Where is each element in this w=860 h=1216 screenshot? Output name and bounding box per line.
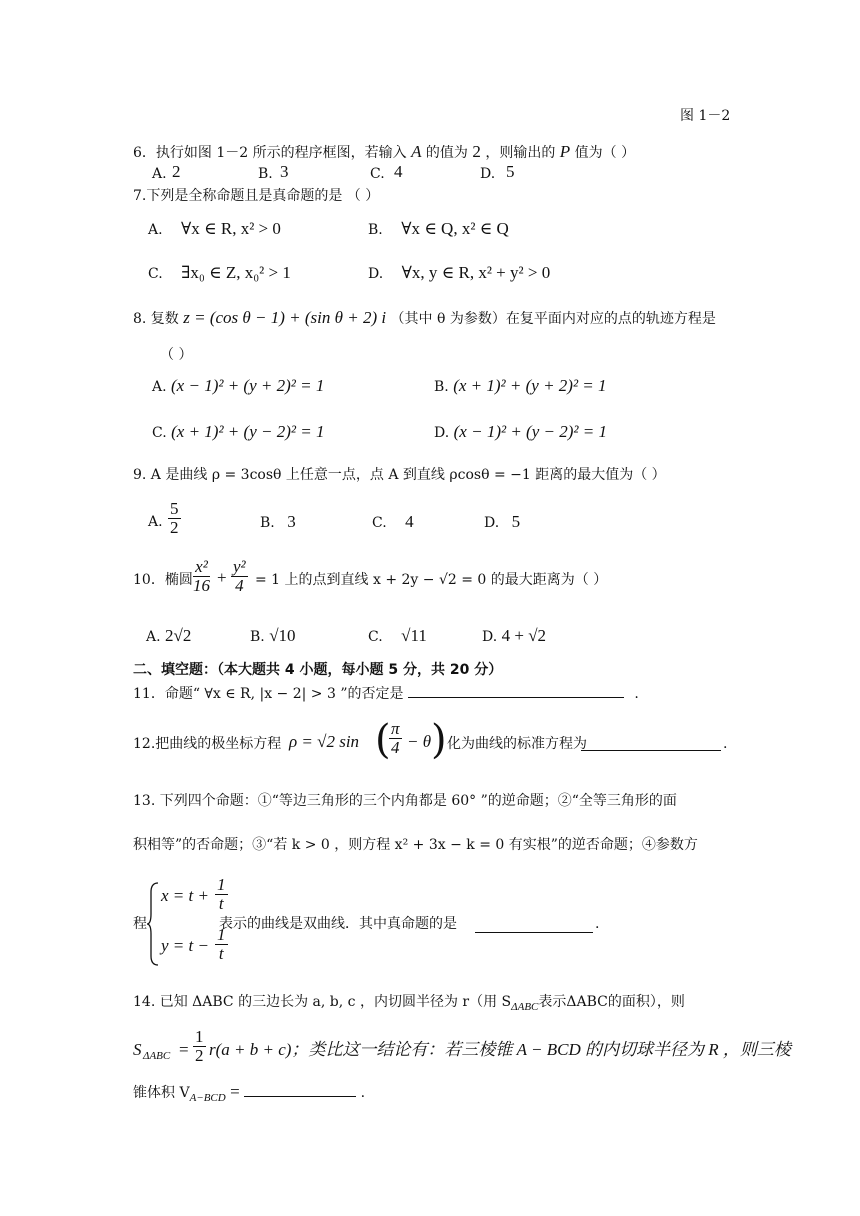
question-9: 9. A 是曲线 ρ = 3cosθ 上任意一点，点 A 到直线 ρcosθ = −1 距离的最大值为（ ）: [133, 467, 666, 483]
fraction: $\frac{1}{t}$: [217, 875, 226, 913]
fraction: $\frac{1}{2}$: [195, 1027, 204, 1065]
fraction: $\frac{\text{y²}}{4}$: [233, 557, 246, 595]
section-heading: 二、填空题：（本大题共 4 小题，每小题 5 分，共 20 分）: [133, 662, 503, 678]
fraction: $\frac{1}{t}$: [217, 925, 226, 963]
left-brace-icon: [147, 882, 159, 966]
question-7: 7.下列是全称命题且是真命题的是 （ ）: [133, 188, 380, 204]
answer-blank[interactable]: [581, 736, 721, 751]
figure-label: 图 1－2: [680, 108, 731, 124]
option-label: B.: [258, 166, 273, 182]
question-13-line-2: 积相等”的否命题；③“若 k > 0 ，则方程 x² + 3x − k = 0 有实根”的逆否命题；④参数方: [133, 837, 698, 853]
question-8-option-a: A. (x − 1)² + (y + 2)² = 1: [152, 376, 325, 395]
question-7-option-c: C. ∃x₀ ∈ Z, x₀² > 1: [148, 263, 291, 282]
exam-page: 图 1－2 6．执行如图 1－2 所示的程序框图，若输入 A 的值为 2 ，则输出的 P 值为（ ） A. 2 B. 3 C. 4 D. 5 7.下列是全称命题且是真命题的是 （ ） A. ∀x ∈ R, x² > 0 B. ∀x ∈ Q, x² ∈ Q C. ∃x₀ ∈ Z, x₀² > 1 D. ∀x, y ∈ R, x² + y² > 0 8. 复数 z = (cos θ − 1) + (sin θ + 2) i （其中 θ 为参数）在复平面内对应的点的轨迹方程是 （ ） A. (x − 1)² + (y + 2)² = 1 B. (x + 1)² + (y + 2)² = 1 C. (x + 1)² + (y − 2)² = 1 D. (x − 1)² + (y − 2)² = 1 9. A 是曲线 ρ = 3cosθ 上任意一点，点 A 到直线 ρcosθ = −1 距离的最大值为（ ） A. $\frac{5}{2}$ B. 3 C. 4 D. 5 10．椭圆 $\frac{\text{x²}}{16}$ + $\frac{\text{y²}}{4}$ = 1 上的点到直线 x + 2y − √2 = 0 的最大距离为（ ） A. 2√2 B. √10 C. √11 D. 4 + √2 二、填空题：（本大题共 4 小题，每小题 5 分，共 20 分） 11．命题“ ∀x ∈ R, |x − 2| > 3 ”的否定是 . 12.把曲线的极坐标方程 ρ = √2 sin ( $\frac{\pi}{4}$ − θ ) 化为曲线的标准方程为 . 13. 下列四个命题：①“等边三角形的三个内角都是 60° ”的逆命题；②“全等三角形的面 积相等”的否命题；③“若 k > 0 ，则方程 x² + 3x − k = 0 有实根”的逆否命题；④参数方 程 x = t + $\frac{1}{t}$ y = t − $\frac{1}{t}$ 表示的曲线是双曲线．其中真命题的是 . 14. 已知 ΔABC 的三边长为 a, b, c ，内切圆半径为 r（用 $S_{\Delta ABC}$表示ΔABC的面积），则 S ΔABC = $\frac{1}{2}$ r(a + b + c)；类比这一结论有：若三棱锥 A − BCD 的内切球半径为 R ，则三棱 锥体积 $V_{A-BCD}$ = .: [0, 0, 860, 1216]
question-9-option-d: D. 5: [484, 512, 521, 531]
question-6: 6．执行如图 1－2 所示的程序框图，若输入 A 的值为 2 ，则输出的 P 值为（ ）: [133, 142, 636, 161]
question-10-option-d: D. 4 + √2: [482, 626, 547, 645]
question-8-option-c: C. (x + 1)² + (y − 2)² = 1: [152, 422, 325, 441]
question-10-option-a: A. 2√2: [146, 626, 192, 645]
answer-blank[interactable]: [475, 918, 593, 933]
question-7-option-d: D. ∀x, y ∈ R, x² + y² > 0: [368, 263, 551, 282]
question-14-line-1: 14. 已知 ΔABC 的三边长为 a, b, c ，内切圆半径为 r（用 $S_{\Delta ABC}$表示ΔABC的面积），则: [133, 994, 685, 1013]
question-7-option-a: A. ∀x ∈ R, x² > 0: [148, 219, 281, 238]
answer-blank[interactable]: [408, 683, 624, 698]
question-8-paren: （ ）: [160, 347, 193, 363]
question-11: 11．命题“ ∀x ∈ R, |x − 2| > 3 ”的否定是 .: [133, 683, 639, 704]
question-9-option-b: B. 3: [260, 512, 296, 531]
fraction: $\frac{\text{x²}}{16}$: [193, 557, 210, 595]
question-8: 8. 复数 z = (cos θ − 1) + (sin θ + 2) i （其中 θ 为参数）在复平面内对应的点的轨迹方程是: [133, 308, 716, 327]
question-10-option-b: B. √10: [250, 626, 296, 645]
question-10-option-c: C. √11: [368, 626, 427, 645]
option-label: A.: [152, 166, 167, 182]
option-value: 2: [172, 162, 181, 181]
fraction: $\frac{5}{2}$: [170, 499, 179, 537]
question-14-line-3: 锥体积 $V_{A-BCD}$ = .: [133, 1082, 366, 1104]
question-8-option-b: B. (x + 1)² + (y + 2)² = 1: [434, 376, 607, 395]
option-value: 5: [506, 162, 515, 181]
question-7-option-b: B. ∀x ∈ Q, x² ∈ Q: [368, 219, 509, 238]
answer-blank[interactable]: [244, 1082, 356, 1097]
option-value: 4: [394, 162, 403, 181]
option-value: 3: [280, 162, 289, 181]
fraction: $\frac{\pi}{4}$: [391, 719, 400, 757]
question-8-option-d: D. (x − 1)² + (y − 2)² = 1: [434, 422, 607, 441]
option-label: D.: [480, 166, 496, 182]
question-9-option-c: C. 4: [372, 512, 414, 531]
option-label: C.: [370, 166, 385, 182]
question-13-line-1: 13. 下列四个命题：①“等边三角形的三个内角都是 60° ”的逆命题；②“全等三角形的面: [133, 793, 677, 809]
